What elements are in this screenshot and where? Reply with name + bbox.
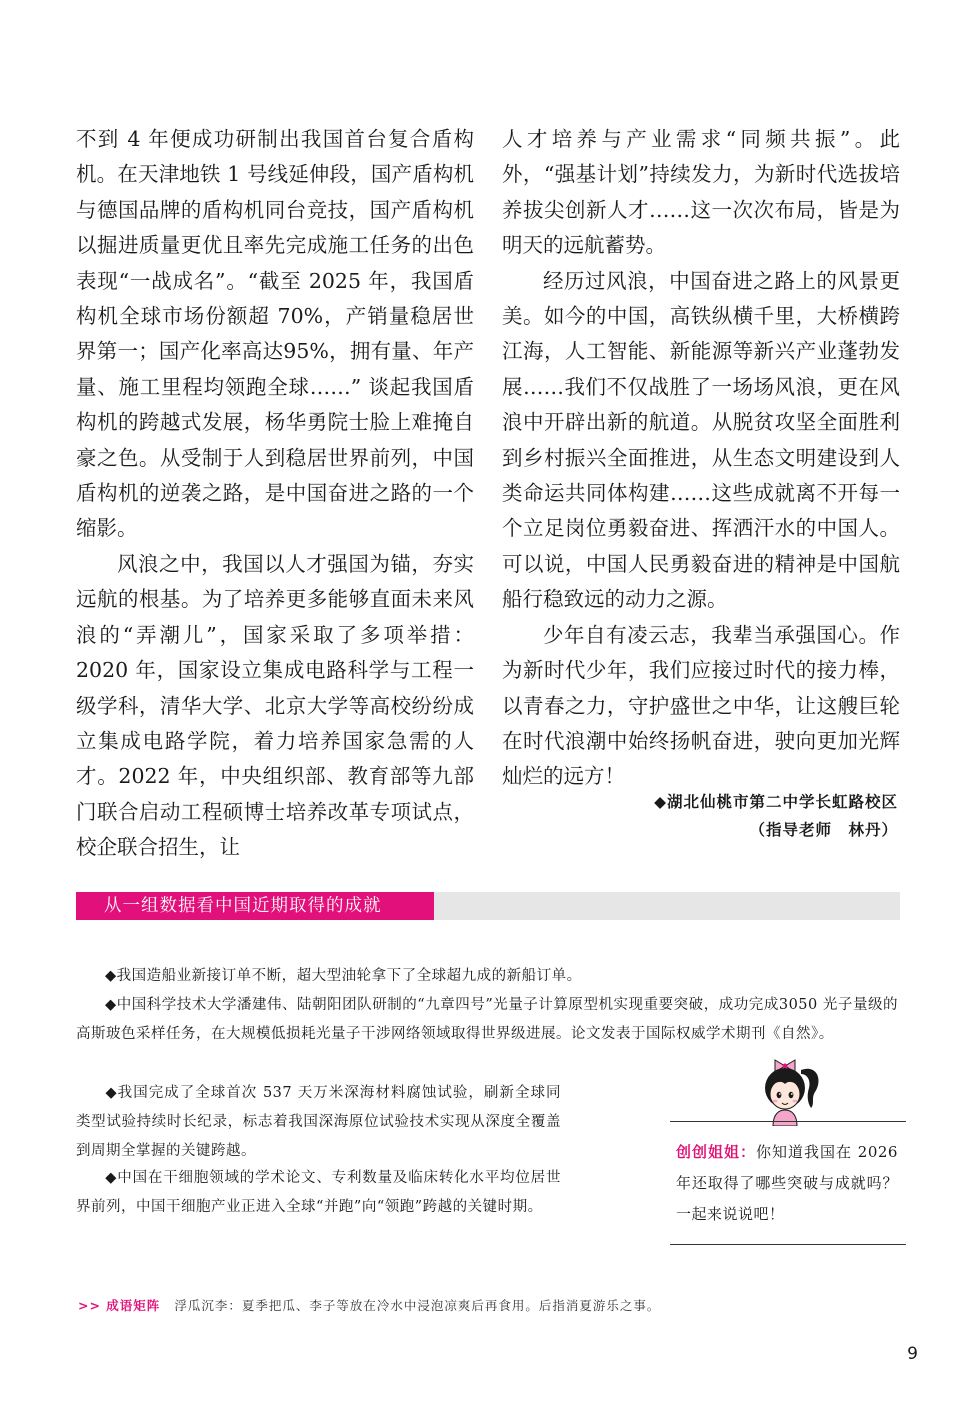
article-paragraph: 经历过风浪，中国奋进之路上的风景更美。如今的中国，高铁纵横千里，大桥横跨江海，人工智能、新能源等新兴产业蓬勃发展……我们不仅战胜了一场场风浪，更在风浪中开辟出新的航道。从脱贫攻坚全面胜利到乡村振兴全面推进，从生态文明建设到人类命运共同体构建……这些成就离不开每一个立足岗位勇毅奋进、挥洒汗水的中国人。可以说，中国人民勇毅奋进的精神是中国航船行稳致远的动力之源。 <box>502 268 900 612</box>
fact-item: ◆我国造船业新接订单不断，超大型油轮拿下了全球超九成的新船订单。 <box>105 968 582 984</box>
bubble-bottom-rule <box>670 1244 906 1245</box>
idiom-label: >> 成语矩阵 <box>78 1298 161 1313</box>
advisor-teacher: （指导老师 林丹） <box>749 821 898 839</box>
article-paragraph: 风浪之中，我国以人才强国为锚，夯实远航的根基。为了培养更多能够直面未来风浪的“弄潮儿”，国家采取了多项举措：2020 年，国家设立集成电路科学与工程一级学科，清华大学、北京大学等高校纷纷成立集成电路学院，着力培养国家急需的人才。2022 年，中央组织部、教育部等九部门联合启动工程硕博士培养改革专项试点，校企联合招生，让 <box>76 551 474 860</box>
article-paragraph: 不到 4 年便成功研制出我国首台复合盾构机。在天津地铁 1 号线延伸段，国产盾构机与德国品牌的盾构机同台竞技，国产盾构机以掘进质量更优且率先完成施工任务的出色表现“一战成名”。“截至 2025 年，我国盾构机全球市场份额超 70%，产销量稳居世界第一；国产化率高达95%，拥有量、年产量、施工里程均领跑全球……” 谈起我国盾构机的跨越式发展，杨华勇院士脸上难掩自豪之色。从受制于人到稳居世界前列，中国盾构机的逆袭之路，是中国奋进之路的一个缩影。 <box>76 127 474 541</box>
speech-text: 你知道我国在 2026 年还取得了哪些突破与成就吗？一起来说说吧！ <box>676 1143 898 1223</box>
fact-item: ◆中国在干细胞领域的学术论文、专利数量及临床转化水平均位居世界前列，中国干细胞产业正进入全球“并跑”向“领跑”跨越的关键时期。 <box>76 1170 561 1215</box>
section-title: 从一组数据看中国近期取得的成就 <box>76 892 434 920</box>
girl-illustration-icon <box>745 1058 825 1126</box>
speech-bubble <box>676 1137 898 1230</box>
fact-item: ◆中国科学技术大学潘建伟、陆朝阳团队研制的“九章四号”光量子计算原型机实现重要突破，成功完成3050 光子量级的高斯玻色采样任务，在大规模低损耗光量子干涉网络领域取得世界级进展。论文发表于国际权威学术期刊《自然》。 <box>76 997 898 1042</box>
idiom-footer <box>78 1296 660 1314</box>
article-left-column <box>76 122 474 866</box>
bubble-top-rule <box>670 1121 906 1122</box>
article-paragraph: 人才培养与产业需求“同频共振”。此外，“强基计划”持续发力，为新时代选拔培养拔尖创新人才……这一次次布局，皆是为明天的远航蓄势。 <box>502 127 900 258</box>
article-paragraph: 少年自有凌云志，我辈当承强国心。作为新时代少年，我们应接过时代的接力棒，以青春之力，守护盛世之中华，让这艘巨轮在时代浪潮中始终扬帆奋进，驶向更加光辉灿烂的远方！ <box>502 622 900 789</box>
article-right-column <box>502 122 900 795</box>
fact-item: ◆我国完成了全球首次 537 天万米深海材料腐蚀试验，刷新全球同类型试验持续时长纪录，标志着我国深海原位试验技术实现从深度全覆盖到周期全掌握的关键跨越。 <box>76 1085 561 1159</box>
author-school: ◆湖北仙桃市第二中学长虹路校区 <box>654 793 898 811</box>
speaker-name: 创创姐姐： <box>676 1143 757 1161</box>
page-number: 9 <box>907 1344 918 1364</box>
idiom-text: 浮瓜沉李：夏季把瓜、李子等放在冷水中浸泡凉爽后再食用。后指消夏游乐之事。 <box>174 1298 661 1313</box>
